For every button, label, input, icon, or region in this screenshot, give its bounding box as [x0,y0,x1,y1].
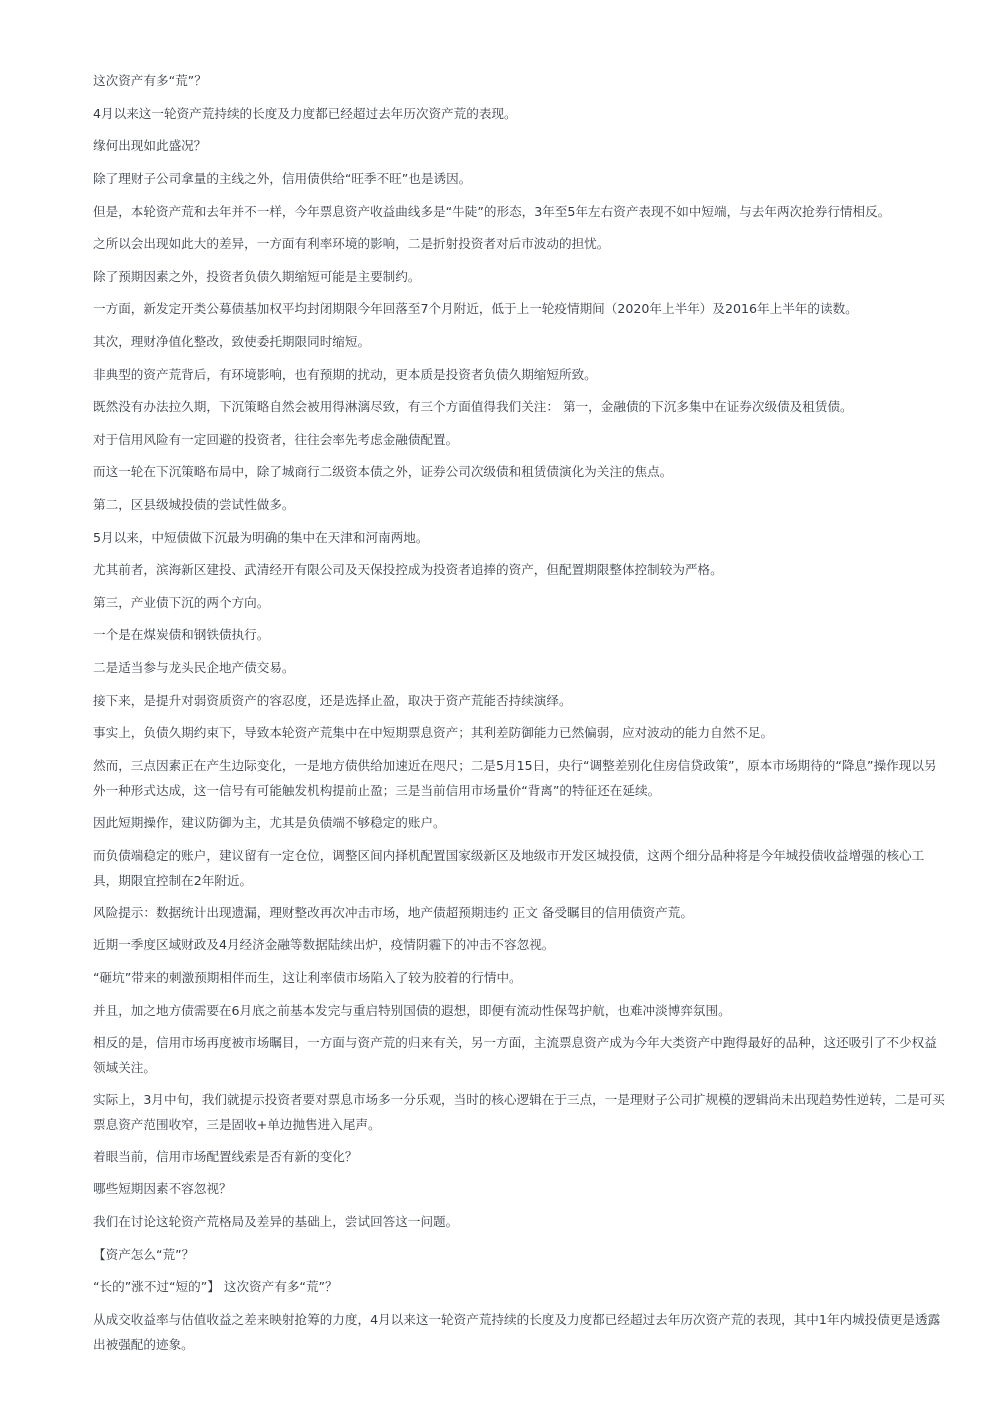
paragraph: 然而，三点因素正在产生边际变化，一是地方债供给加速近在咫尺；二是5月15日，央行“调整差别化住房信贷政策”，原本市场期待的“降息”操作现以另外一种形式达成，这一信号有可能触发机构提前止盈；三是当前信用市场量价“背离”的特征还在延续。 [93,758,937,798]
paragraph: 非典型的资产荒背后，有环境影响，也有预期的扰动，更本质是投资者负债久期缩短所致。 [93,367,597,382]
paragraph: 尤其前者，滨海新区建投、武清经开有限公司及天保投控成为投资者追捧的资产，但配置期限整体控制较为严格。 [93,562,723,577]
paragraph: 二是适当参与龙头民企地产债交易。 [93,660,295,675]
paragraph: 因此短期操作，建议防御为主，尤其是负债端不够稳定的账户。 [93,815,446,830]
paragraph: 一个是在煤炭债和钢铁债执行。 [93,627,270,642]
paragraph: 除了预期因素之外，投资者负债久期缩短可能是主要制约。 [93,269,421,284]
paragraph: 但是，本轮资产荒和去年并不一样，今年票息资产收益曲线多是“牛陡”的形态，3年至5年左右资产表现不如中短端，与去年两次抢券行情相反。 [93,204,891,219]
paragraph: 既然没有办法拉久期，下沉策略自然会被用得淋漓尽致，有三个方面值得我们关注： 第一，金融债的下沉多集中在证券次级债及租赁债。 [93,399,853,414]
paragraph: 【资产怎么“荒”？ [93,1247,195,1262]
paragraph: 实际上，3月中旬，我们就提示投资者要对票息市场多一分乐观，当时的核心逻辑在于三点，一是理财子公司扩规模的逻辑尚未出现趋势性逆转，二是可买票息资产范围收窄，三是固收+单边抛售进入尾声。 [93,1092,945,1132]
paragraph: 而这一轮在下沉策略布局中，除了城商行二级资本债之外，证券公司次级债和租赁债演化为关注的焦点。 [93,464,673,479]
paragraph: 着眼当前，信用市场配置线索是否有新的变化？ [93,1149,358,1164]
paragraph: 这次资产有多“荒”？ [93,73,207,88]
paragraph: 近期一季度区域财政及4月经济金融等数据陆续出炉，疫情阴霾下的冲击不容忽视。 [93,937,555,952]
paragraph: 第三，产业债下沉的两个方向。 [93,595,270,610]
paragraph: 其次，理财净值化整改，致使委托期限同时缩短。 [93,334,371,349]
paragraph: 接下来，是提升对弱资质资产的容忍度，还是选择止盈，取决于资产荒能否持续演绎。 [93,693,572,708]
paragraph: 相反的是，信用市场再度被市场瞩目，一方面与资产荒的归来有关，另一方面，主流票息资产成为今年大类资产中跑得最好的品种，这还吸引了不少权益领域关注。 [93,1035,937,1075]
paragraph: 从成交收益率与估值收益之差来映射抢筹的力度，4月以来这一轮资产荒持续的长度及力度都已经超过去年历次资产荒的表现，其中1年内城投债更是透露出被强配的迹象。 [93,1312,941,1352]
paragraph: 而负债端稳定的账户，建议留有一定仓位，调整区间内择机配置国家级新区及地级市开发区城投债，这两个细分品种将是今年城投债收益增强的核心工具，期限宜控制在2年附近。 [93,848,925,888]
paragraph: 之所以会出现如此大的差异，一方面有利率环境的影响，二是折射投资者对后市波动的担忧。 [93,236,610,251]
paragraph: 缘何出现如此盛况？ [93,138,207,153]
paragraph: 并且，加之地方债需要在6月底之前基本发完与重启特别国债的遐想，即便有流动性保驾护航，也难冲淡博弈氛围。 [93,1003,731,1018]
paragraph: “砸坑”带来的刺激预期相伴而生，这让利率债市场陷入了较为胶着的行情中。 [93,970,522,985]
paragraph: 一方面，新发定开类公募债基加权平均封闭期限今年回落至7个月附近，低于上一轮疫情期间（2020年上半年）及2016年上半年的读数。 [93,301,858,316]
paragraph: 对于信用风险有一定回避的投资者，往往会率先考虑金融债配置。 [93,432,459,447]
paragraph: 哪些短期因素不容忽视？ [93,1181,232,1196]
paragraph: 事实上，负债久期约束下，导致本轮资产荒集中在中短期票息资产；其利差防御能力已然偏弱，应对波动的能力自然不足。 [93,725,774,740]
paragraph: “长的”涨不过“短的”】 这次资产有多“荒”？ [93,1279,338,1294]
paragraph: 除了理财子公司拿量的主线之外，信用债供给“旺季不旺”也是诱因。 [93,171,472,186]
paragraph: 5月以来，中短债做下沉最为明确的集中在天津和河南两地。 [93,530,429,545]
paragraph: 我们在讨论这轮资产荒格局及差异的基础上，尝试回答这一问题。 [93,1214,459,1229]
paragraph: 第二，区县级城投债的尝试性做多。 [93,497,295,512]
paragraph: 4月以来这一轮资产荒持续的长度及力度都已经超过去年历次资产荒的表现。 [93,106,517,121]
paragraph: 风险提示：数据统计出现遗漏，理财整改再次冲击市场，地产债超预期违约 正文 备受瞩目的信用债资产荒。 [93,905,693,920]
